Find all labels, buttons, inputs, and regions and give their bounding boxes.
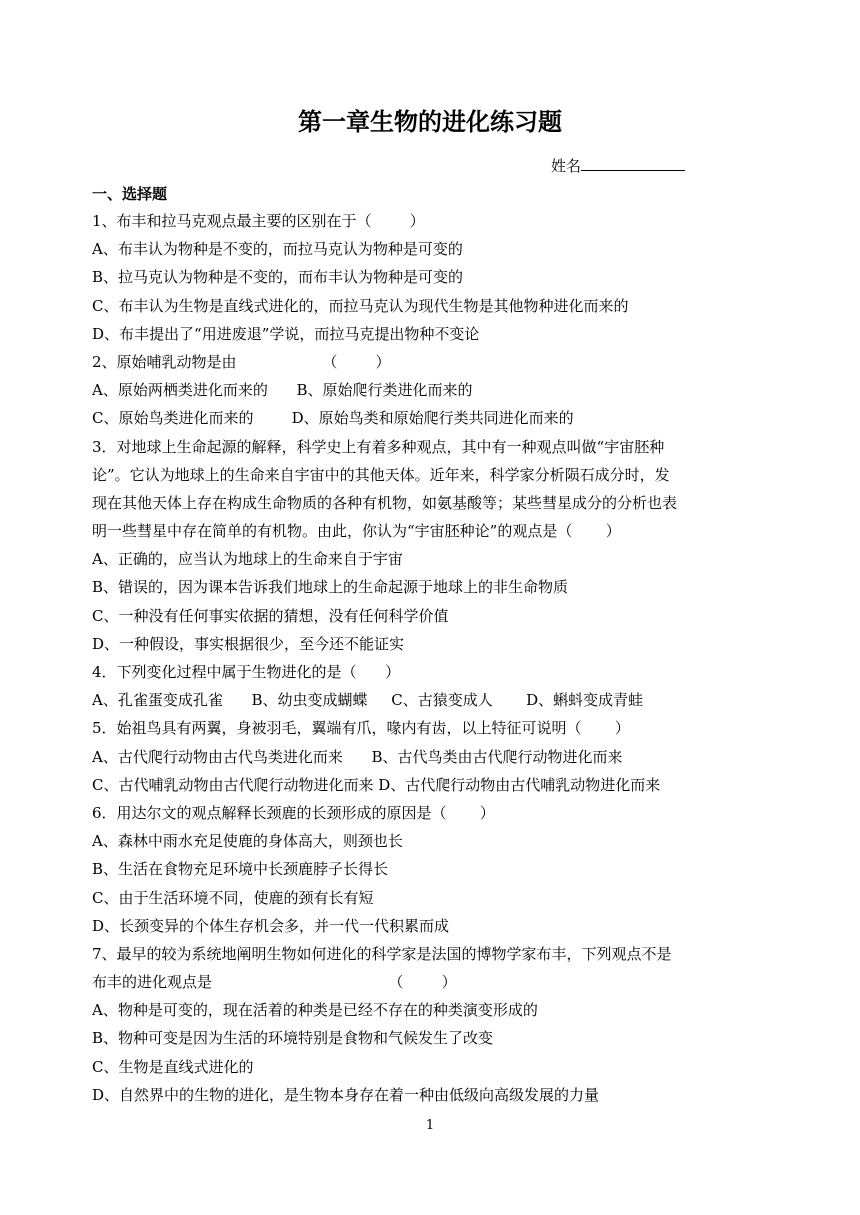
- text-line: A、森林中雨水充足使鹿的身体高大，则颈也长: [92, 832, 403, 851]
- name-label: 姓名: [551, 157, 582, 175]
- text-line: A、物种是可变的，现在活着的种类是已经不存在的种类演变形成的: [92, 1001, 538, 1020]
- text-line: 1、布丰和拉马克观点最主要的区别在于（ ）: [92, 212, 425, 230]
- text-line: 7、最早的较为系统地阐明生物如何进化的科学家是法国的博物学家布丰，下列观点不是: [92, 944, 672, 963]
- text-line: C、一种没有任何事实依据的猜想，没有任何科学价值: [92, 606, 449, 625]
- text-line: 4．下列变化过程中属于生物进化的是（ ）: [92, 663, 401, 681]
- text-line: D、一种假设，事实根据很少，至今还不能证实: [92, 634, 405, 653]
- text-line: 6．用达尔文的观点解释长颈鹿的长颈形成的原因是（ ）: [92, 803, 495, 822]
- text-line: C、原始鸟类进化而来的 D、原始鸟类和原始爬行类共同进化而来的: [92, 409, 574, 428]
- text-line: C、古代哺乳动物由古代爬行动物进化而来 D、古代爬行动物由古代哺乳动物进化而来: [92, 775, 661, 794]
- text-line: 3．对地球上生命起源的解释，科学史上有着多种观点，其中有一种观点叫做“宇宙胚种: [92, 437, 665, 456]
- text-line: A、原始两栖类进化而来的 B、原始爬行类进化而来的: [92, 381, 473, 400]
- page-title: 第一章生物的进化练习题: [298, 108, 562, 136]
- text-line: A、布丰认为物种是不变的，而拉马克认为物种是可变的: [92, 240, 463, 259]
- text-line: 布丰的进化观点是 （ ）: [92, 973, 457, 992]
- page-number: 1: [425, 1118, 435, 1133]
- text-line: A、古代爬行动物由古代鸟类进化而来 B、古代鸟类由古代爬行动物进化而来: [92, 747, 623, 766]
- name-field: [551, 153, 685, 177]
- text-line: B、生活在食物充足环境中长颈鹿脖子长得长: [92, 860, 389, 879]
- text-line: D、自然界中的生物的进化，是生物本身存在着一种由低级向高级发展的力量: [92, 1085, 600, 1104]
- text-line: 明一些彗星中存在简单的有机物。由此，你认为“宇宙胚种论”的观点是（ ）: [92, 522, 621, 541]
- text-line: D、长颈变异的个体生存机会多，并一代一代积累而成: [92, 916, 450, 935]
- text-line: A、正确的，应当认为地球上的生命来自于宇宙: [92, 550, 403, 569]
- text-line: 论”。它认为地球上的生命来自宇宙中的其他天体。近年来，科学家分析陨石成分时，发: [92, 465, 670, 484]
- text-line: C、由于生活环境不同，使鹿的颈有长有短: [92, 888, 374, 907]
- text-line: C、生物是直线式进化的: [92, 1057, 254, 1076]
- section-heading: 一、选择题: [92, 185, 168, 203]
- question-body: [92, 207, 782, 1109]
- text-line: B、物种可变是因为生活的环境特别是食物和气候发生了改变: [92, 1029, 494, 1048]
- text-line: D、布丰提出了“用进废退”学说，而拉马克提出物种不变论: [92, 324, 480, 343]
- text-line: A、孔雀蛋变成孔雀 B、幼虫变成蝴蝶 C、古猿变成人 D、蝌蚪变成青蛙: [92, 691, 644, 710]
- text-line: B、错误的，因为课本告诉我们地球上的生命起源于地球上的非生命物质: [92, 578, 569, 597]
- text-line: 5．始祖鸟具有两翼，身被羽毛，翼端有爪，喙内有齿，以上特征可说明（ ）: [92, 719, 630, 738]
- text-line: 2、原始哺乳动物是由 （ ）: [92, 352, 391, 371]
- name-blank-line: [581, 153, 685, 171]
- text-line: 现在其他天体上存在构成生命物质的各种有机物，如氨基酸等；某些彗星成分的分析也表: [92, 493, 678, 512]
- text-line: B、拉马克认为物种是不变的，而布丰认为物种是可变的: [92, 268, 464, 287]
- text-line: C、布丰认为生物是直线式进化的，而拉马克认为现代生物是其他物种进化而来的: [92, 296, 629, 315]
